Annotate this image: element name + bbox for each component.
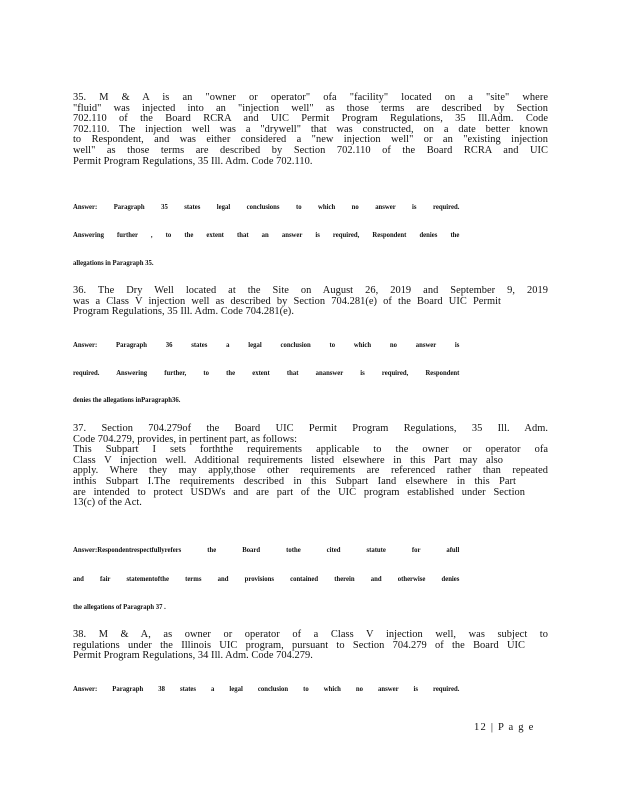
answer-36-cont <box>73 368 459 377</box>
text-line: are intended to protect USDWs and are part of the UIC program established under Section <box>73 486 525 498</box>
answer-36 <box>73 340 459 349</box>
text-line: 702.110 of the Board RCRA and UIC Permit Program Regulations, 35 Ill.Adm. Code <box>73 113 548 125</box>
answer-35-cont <box>73 230 459 239</box>
text-line: Class V injection well. Additional requirements listed elsewhere in this Part may also <box>73 454 503 466</box>
paragraph-36 <box>73 286 548 318</box>
text-line: Answer: Paragraph 36 states a legal conclusion to which no answer is <box>73 340 460 349</box>
text-line: apply. Where they may apply,those other requirements are referenced rather than repeated <box>73 465 548 477</box>
text-line: allegations in Paragraph 35. <box>73 258 154 267</box>
text-line: Answering further , to the extent that an answer is required, Respondent denies the <box>73 230 460 239</box>
text-line: required. Answering further, to the extent that ananswer is required, Respondent <box>73 368 460 377</box>
text-line: 702.110. The injection well was a "drywell" that was constructed, on a date better known <box>73 123 548 135</box>
text-line: well" as those terms are described by Section 702.110 of the Board RCRA and UIC <box>73 144 548 156</box>
text-line: Answer: Paragraph 38 states a legal conclusion to which no answer is required. <box>73 684 460 693</box>
text-line: 37. Section 704.279of the Board UIC Permit Program Regulations, 35 Ill. Adm. <box>73 423 548 434</box>
answer-35-end <box>73 258 459 267</box>
text-line: 36. The Dry Well located at the Site on August 26, 2019 and September 9, 2019 <box>73 285 548 296</box>
text-line: Permit Program Regulations, 35 Ill. Adm. Code 702.110. <box>73 155 313 167</box>
paragraph-38 <box>73 630 548 662</box>
text-line: 38. M & A, as owner or operator of a Class V injection well, was subject to <box>73 629 548 640</box>
text-line: denies the allegations inParagraph36. <box>73 395 181 404</box>
text-line: 13(c) of the Act. <box>73 497 142 509</box>
paragraph-35 <box>73 93 548 167</box>
text-line: Answer:Respondentrespectfullyrefers the Board tothe cited statute for afull <box>73 545 460 554</box>
text-line: "fluid" was injected into an "injection well" as those terms are described by Section <box>73 102 548 114</box>
text-line: to Respondent, and was either considered a "new injection well" or an "existing injection <box>73 134 548 146</box>
text-line: Program Regulations, 35 Ill. Adm. Code 704.281(e). <box>73 306 294 318</box>
answer-37-end <box>73 602 459 611</box>
text-line: Answer: Paragraph 35 states legal conclusions to which no answer is required. <box>73 202 460 211</box>
text-line: inthis Subpart I.The requirements described in this Subpart Iand elsewhere in this Part <box>73 475 516 487</box>
text-line: Permit Program Regulations, 34 Ill. Adm. Code 704.279. <box>73 650 313 662</box>
text-line: Code 704.279, provides, in pertinent part, as follows: <box>73 433 298 445</box>
text-line: regulations under the Illinois UIC program, pursuant to Section 704.279 of the Board UIC <box>73 639 525 651</box>
answer-37-cont <box>73 574 459 583</box>
paragraph-37 <box>73 424 548 509</box>
text-line: 35. M & A is an "owner or operator" ofa "facility" located on a "site" where <box>73 92 548 103</box>
page-number-footer: 12 | P a g e <box>474 722 535 733</box>
answer-38 <box>73 684 459 693</box>
text-line: and fair statementofthe terms and provisions contained therein and otherwise denies <box>73 574 460 583</box>
answer-36-end <box>73 395 459 404</box>
text-line: This Subpart I sets forththe requirements applicable to the owner or operator ofa <box>73 444 548 456</box>
answer-37 <box>73 545 459 554</box>
answer-35 <box>73 202 459 211</box>
text-line: the allegations of Paragraph 37 . <box>73 602 166 611</box>
text-line: was a Class V injection well as described by Section 704.281(e) of the Board UIC Permit <box>73 295 501 307</box>
